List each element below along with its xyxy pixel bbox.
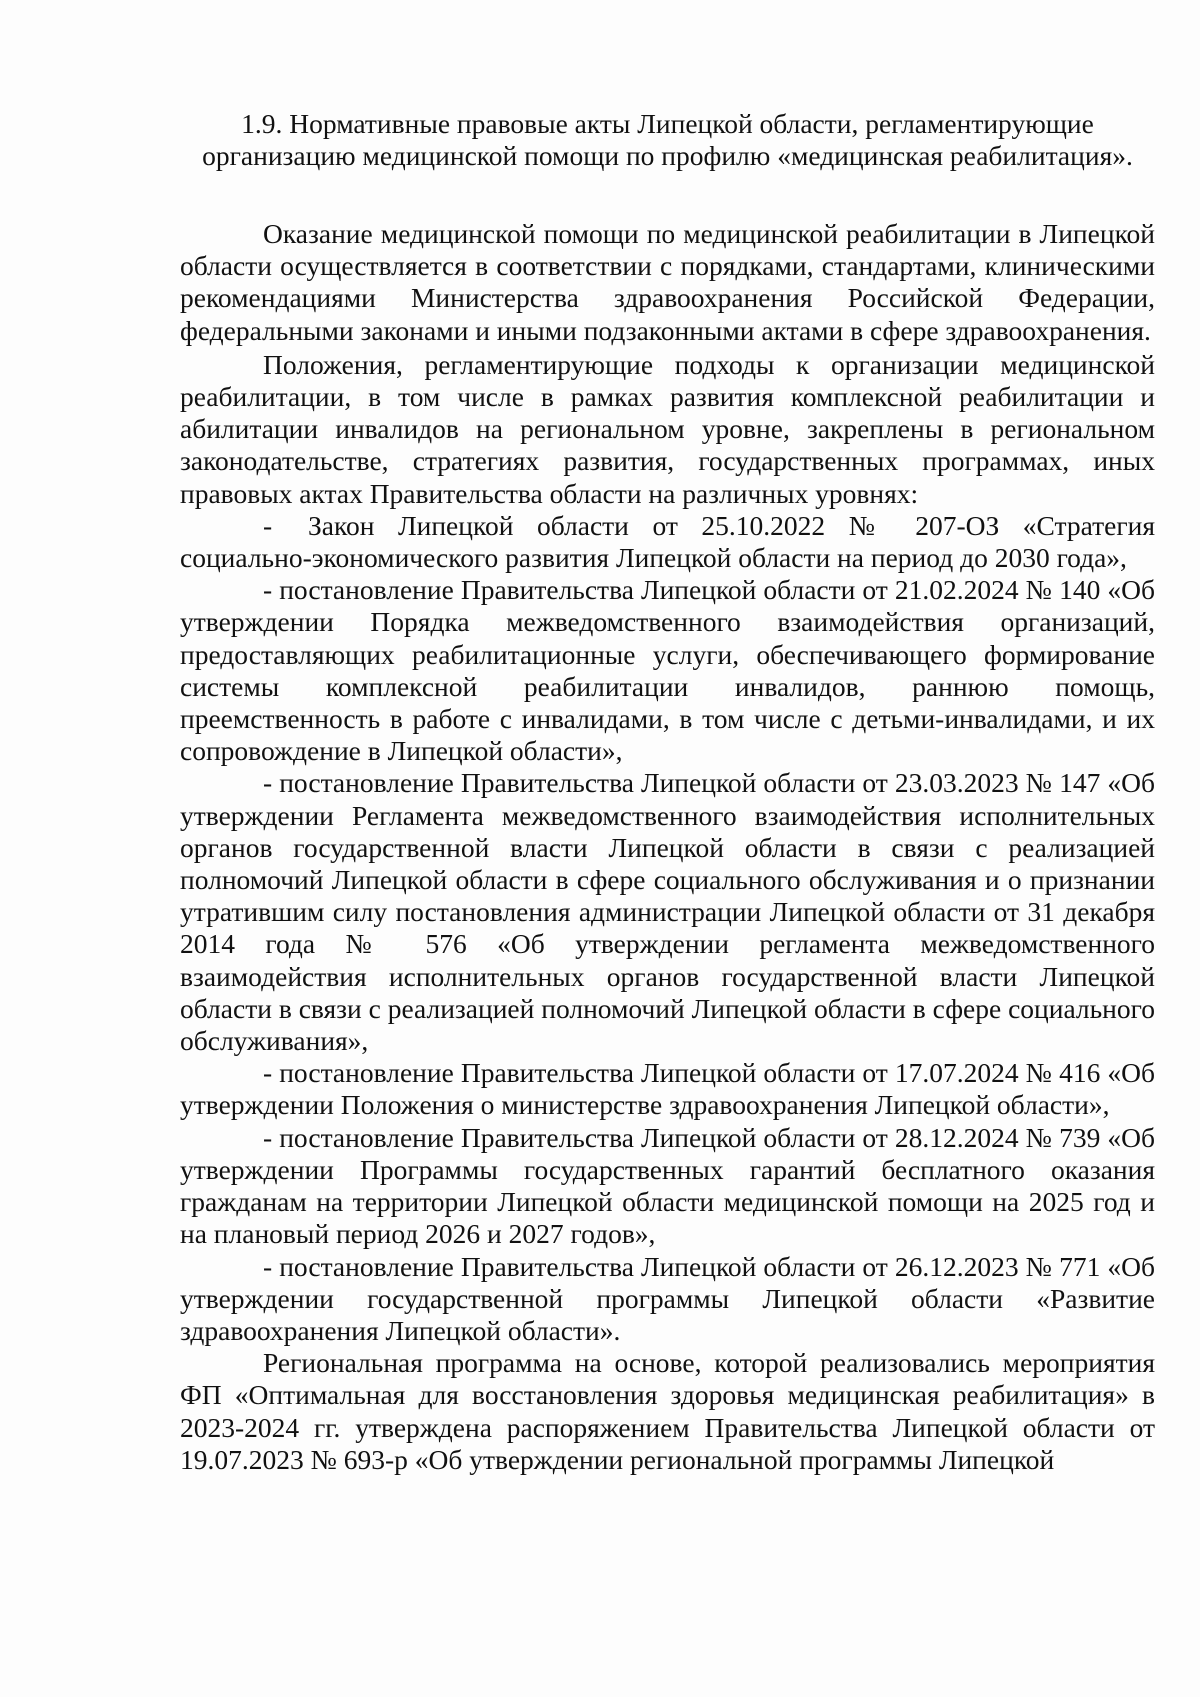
act-text: постановление Правительства Липецкой области от 23.03.2023 № 147 «Об утверждении Регламента межведомственного взаимодействия исполнительных органов государственной власти Липецкой области в связи с реализацией полномочий Липецкой области в сфере социального обслуживания и о признании утратившим силу постановления администрации Липецкой области от 31 декабря 2014 года № 576 «Об утверждении регламента межведомственного взаимодействия исполнительных органов государственной власти Липецкой области в связи с реализацией полномочий Липецкой области в сфере социального обслуживания», (180, 767, 1155, 1057)
act-dash: - (263, 1057, 273, 1089)
act-item (180, 1251, 1155, 1348)
act-text: постановление Правительства Липецкой области от 26.12.2023 № 771 «Об утверждении государственной программы Липецкой области «Развитие здравоохранения Липецкой области». (180, 1250, 1155, 1346)
act-dash: - (263, 574, 273, 606)
act-item (180, 574, 1155, 767)
document-body (180, 218, 1155, 1476)
act-text: Закон Липецкой области от 25.10.2022 № 207-ОЗ «Стратегия социально-экономического развития Липецкой области на период до 2030 года», (180, 509, 1155, 574)
act-text: постановление Правительства Липецкой области от 28.12.2024 № 739 «Об утверждении Программы государственных гарантий бесплатного оказания гражданам на территории Липецкой области медицинской помощи на 2025 год и на плановый период 2026 и 2027 годов», (180, 1121, 1155, 1250)
section-heading (180, 108, 1155, 172)
act-item (180, 767, 1155, 1057)
act-text: постановление Правительства Липецкой области от 17.07.2024 № 416 «Об утверждении Положения о министерстве здравоохранения Липецкой области», (180, 1057, 1155, 1121)
section-heading-line-2: организацию медицинской помощи по профилю «медицинская реабилитация». (202, 140, 1133, 172)
act-dash: - (263, 1121, 273, 1153)
section-heading-line-1: 1.9. Нормативные правовые акты Липецкой области, регламентирующие (241, 108, 1094, 139)
provisions-paragraph: Положения, регламентирующие подходы к организации медицинской реабилитации, в том числе в рамках развития комплексной реабилитации и абилитации инвалидов на региональном уровне, закреплены в региональном законодательстве, стратегиях развития, государственных программах, иных правовых актах Правительства области на различных уровнях: (180, 348, 1155, 509)
act-item (180, 510, 1155, 574)
act-dash: - (263, 1250, 273, 1282)
act-dash: - (263, 767, 273, 799)
intro-paragraph: Оказание медицинской помощи по медицинской реабилитации в Липецкой области осуществляется в соответствии с порядками, стандартами, клиническими рекомендациями Министерства здравоохранения Российской Федерации, федеральными законами и иными подзаконными актами в сфере здравоохранения. (180, 218, 1155, 346)
act-item (180, 1057, 1155, 1121)
act-dash: - (263, 509, 273, 541)
regional-program-paragraph: Региональная программа на основе, которой реализовались мероприятия ФП «Оптимальная для восстановления здоровья медицинская реабилитация» в 2023-2024 гг. утверждена распоряжением Правительства Липецкой области от 19.07.2023 № 693-р «Об утверждении региональной программы Липецкой (180, 1347, 1155, 1475)
act-item (180, 1122, 1155, 1251)
act-text: постановление Правительства Липецкой области от 21.02.2024 № 140 «Об утверждении Порядка межведомственного взаимодействия организаций, предоставляющих реабилитационные услуги, обеспечивающего формирование системы комплексной реабилитации инвалидов, раннюю помощь, преемственность в работе с инвалидами, в том числе с детьми-инвалидами, и их сопровождение в Липецкой области», (180, 574, 1155, 767)
